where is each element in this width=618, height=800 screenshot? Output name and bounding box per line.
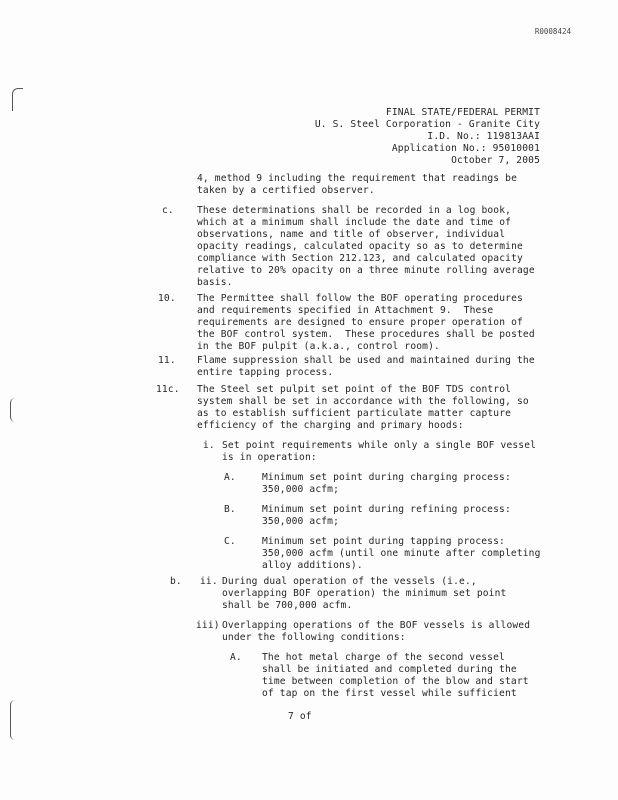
- sub-iii-a-line: The hot metal charge of the second vessel: [262, 652, 505, 663]
- bates-number: R0008424: [534, 27, 571, 36]
- item-c-line: observations, name and title of observer, individual: [197, 229, 506, 240]
- item-c-line: basis.: [197, 277, 233, 288]
- sub-c-line: 350,000 acfm (until one minute after completing: [262, 548, 541, 559]
- sub-i-line: Set point requirements while only a single BOF vessel: [222, 440, 537, 451]
- item-11c-line: efficiency of the charging and primary hoods:: [197, 420, 464, 431]
- header-id: I.D. No.: 119813AAI: [427, 131, 540, 142]
- item-c-line: opacity readings, calculated opacity so as to determine: [197, 241, 523, 252]
- item-11-line: Flame suppression shall be used and maintained during the: [197, 355, 535, 366]
- item-10-line: and requirements specified in Attachment 9. These: [197, 305, 494, 316]
- item-c-line: compliance with Section 212.123, and calculated opacity: [197, 253, 523, 264]
- sub-c-line: alloy additions).: [262, 560, 363, 571]
- item-11-number: 11.: [158, 355, 176, 366]
- binding-mark-bottom: [10, 700, 19, 740]
- sub-i-number: i.: [203, 440, 215, 451]
- page-number: 7 of: [288, 711, 312, 722]
- sub-iii-a-line: shall be initiated and completed during the: [262, 664, 517, 675]
- sub-c-line: Minimum set point during tapping process:: [262, 536, 505, 547]
- intro-line-1: 4, method 9 including the requirement that readings be: [197, 173, 517, 184]
- sub-iii-a-letter: A.: [230, 652, 242, 663]
- item-c-line: These determinations shall be recorded in a log book,: [197, 205, 512, 216]
- item-10-line: in the BOF pulpit (a.k.a., control room).: [197, 341, 440, 352]
- binding-mark-top: [12, 88, 23, 111]
- sub-a-line: Minimum set point during charging process:: [262, 472, 511, 483]
- item-10-line: requirements are designed to ensure proper operation of: [197, 317, 523, 328]
- sub-iii-number: iii): [196, 620, 220, 631]
- header-company: U. S. Steel Corporation - Granite City: [314, 119, 540, 130]
- sub-iii-line: Overlapping operations of the BOF vessels is allowed: [222, 620, 531, 631]
- sub-i-line: is in operation:: [222, 452, 317, 463]
- header-date: October 7, 2005: [451, 155, 540, 166]
- sub-iii-a-line: time between completion of the blow and start: [262, 676, 529, 687]
- item-11c-number: 11c.: [156, 384, 180, 395]
- item-c-number: c.: [162, 205, 174, 216]
- sub-ii-lead: b.: [170, 576, 182, 587]
- sub-a-line: 350,000 acfm;: [262, 484, 340, 495]
- binding-mark-middle: [10, 398, 19, 422]
- header-application: Application No.: 95010001: [391, 143, 540, 154]
- item-11c-line: system shall be set in accordance with the following, so: [197, 396, 529, 407]
- item-10-line: the BOF control system. These procedures shall be posted: [197, 329, 535, 340]
- sub-b-letter: B.: [224, 504, 236, 515]
- sub-a-letter: A.: [224, 472, 236, 483]
- intro-line-2: taken by a certified observer.: [197, 185, 375, 196]
- item-11c-line: as to establish sufficient particulate matter capture: [197, 408, 512, 419]
- sub-ii-line: During dual operation of the vessels (i.e.,: [222, 576, 477, 587]
- sub-ii-number: ii.: [200, 576, 218, 587]
- sub-c-letter: C.: [224, 536, 236, 547]
- sub-b-line: 350,000 acfm;: [262, 516, 340, 527]
- sub-ii-line: shall be 700,000 acfm.: [222, 600, 353, 611]
- item-10-number: 10.: [158, 293, 176, 304]
- sub-ii-line: overlapping BOF operation) the minimum set point: [222, 588, 507, 599]
- item-c-line: which at a minimum shall include the date and time of: [197, 217, 512, 228]
- item-11c-line: The Steel set pulpit set point of the BOF TDS control: [197, 384, 512, 395]
- item-11-line: entire tapping process.: [197, 367, 334, 378]
- header-title: FINAL STATE/FEDERAL PERMIT: [385, 107, 540, 118]
- item-10-line: The Permittee shall follow the BOF operating procedures: [197, 293, 523, 304]
- sub-b-line: Minimum set point during refining process:: [262, 504, 511, 515]
- item-c-line: relative to 20% opacity on a three minute rolling average: [197, 265, 535, 276]
- sub-iii-a-line: of tap on the first vessel while sufficient: [262, 688, 517, 699]
- sub-iii-line: under the following conditions:: [222, 632, 406, 643]
